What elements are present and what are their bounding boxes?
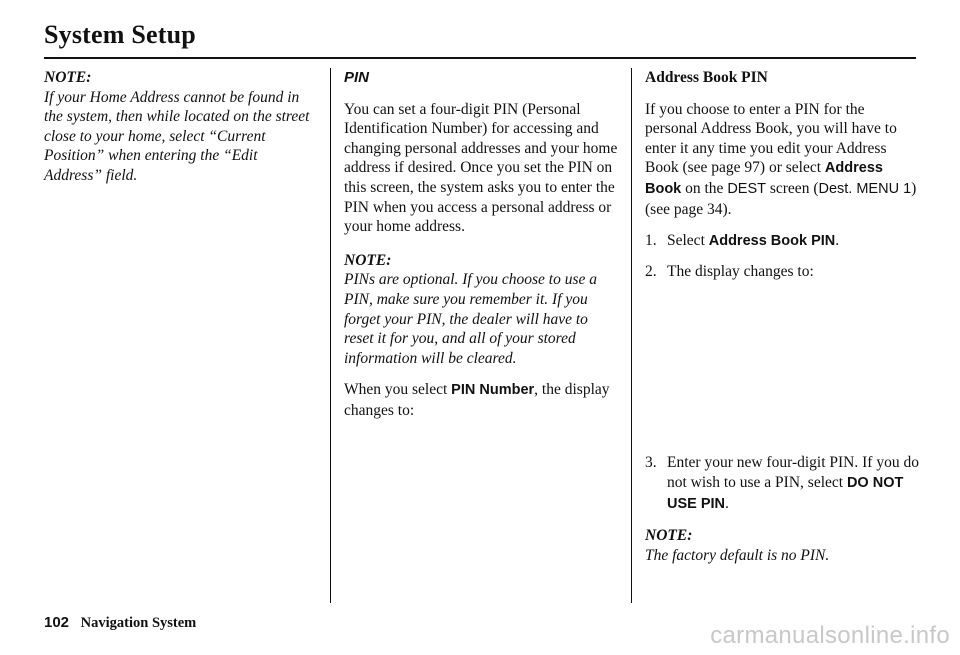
text-fragment: . bbox=[725, 494, 729, 512]
page-title: System Setup bbox=[44, 20, 196, 49]
note-label: NOTE: bbox=[344, 251, 392, 269]
address-book-description bbox=[645, 100, 920, 220]
watermark: carmanualsonline.info bbox=[710, 622, 950, 649]
dest-key: DEST bbox=[727, 180, 766, 197]
step-number: 2. bbox=[645, 262, 657, 280]
text-fragment: Enter your new four-digit PIN. If you do not wish to use a PIN, select bbox=[667, 454, 919, 491]
pin-description: You can set a four-digit PIN (Personal Identification Number) for accessing and changing personal addresses and your home address if desired. Once you set the PIN on this screen, the system asks you to enter the PIN when you access a personal address or your home address. bbox=[344, 100, 618, 236]
text-fragment: ) (see page 34). bbox=[645, 179, 917, 218]
step-number: 1. bbox=[645, 232, 657, 250]
column-divider bbox=[330, 68, 331, 603]
note-text: The factory default is no PIN. bbox=[645, 546, 830, 564]
note-text: If your Home Address cannot be found in the system, then while located on the street close to your home, select “Current Position” when entering the “Edit Address” field. bbox=[44, 88, 310, 184]
pin-number-key: PIN Number bbox=[451, 382, 535, 399]
column-divider bbox=[631, 68, 632, 603]
image-placeholder bbox=[645, 291, 920, 453]
dest-menu-key: Dest. MENU 1 bbox=[818, 180, 912, 197]
text-fragment: When you select bbox=[344, 381, 452, 399]
address-book-pin-heading: Address Book PIN bbox=[645, 69, 768, 86]
column-right bbox=[645, 68, 920, 577]
column-middle bbox=[344, 68, 619, 433]
note-label: NOTE: bbox=[44, 69, 92, 86]
text-fragment: Select bbox=[667, 232, 709, 250]
note-text: PINs are optional. If you choose to use a PIN, make sure you remember it. If you forget your PIN, the dealer will have to reset it for you, and all of your stored information will be cleared. bbox=[344, 271, 597, 367]
address-book-pin-key: Address Book PIN bbox=[708, 233, 836, 250]
page-footer bbox=[44, 614, 196, 632]
footer-section: Navigation System bbox=[80, 615, 197, 631]
step-number: 3. bbox=[645, 454, 657, 472]
page-number: 102 bbox=[44, 614, 70, 631]
address-book-key: Address Book bbox=[645, 160, 883, 197]
text-fragment: on the bbox=[681, 179, 728, 197]
step-1 bbox=[645, 231, 920, 252]
text-fragment: The display changes to: bbox=[667, 262, 814, 280]
step-2 bbox=[645, 262, 920, 282]
text-fragment: screen ( bbox=[765, 179, 819, 197]
step-3 bbox=[645, 453, 920, 514]
text-fragment: . bbox=[835, 232, 840, 250]
header-rule bbox=[44, 57, 916, 59]
pin-number-instruction bbox=[344, 380, 619, 420]
pin-heading: PIN bbox=[344, 69, 370, 86]
text-fragment: , the display changes to: bbox=[344, 381, 610, 419]
column-left bbox=[44, 68, 319, 198]
do-not-use-pin-key: DO NOT USE PIN bbox=[667, 474, 904, 512]
text-fragment: If you choose to enter a PIN for the personal Address Book, you will have to enter it any time you edit your Address Book (see page 97) or select bbox=[645, 100, 897, 177]
note-label: NOTE: bbox=[645, 527, 693, 545]
